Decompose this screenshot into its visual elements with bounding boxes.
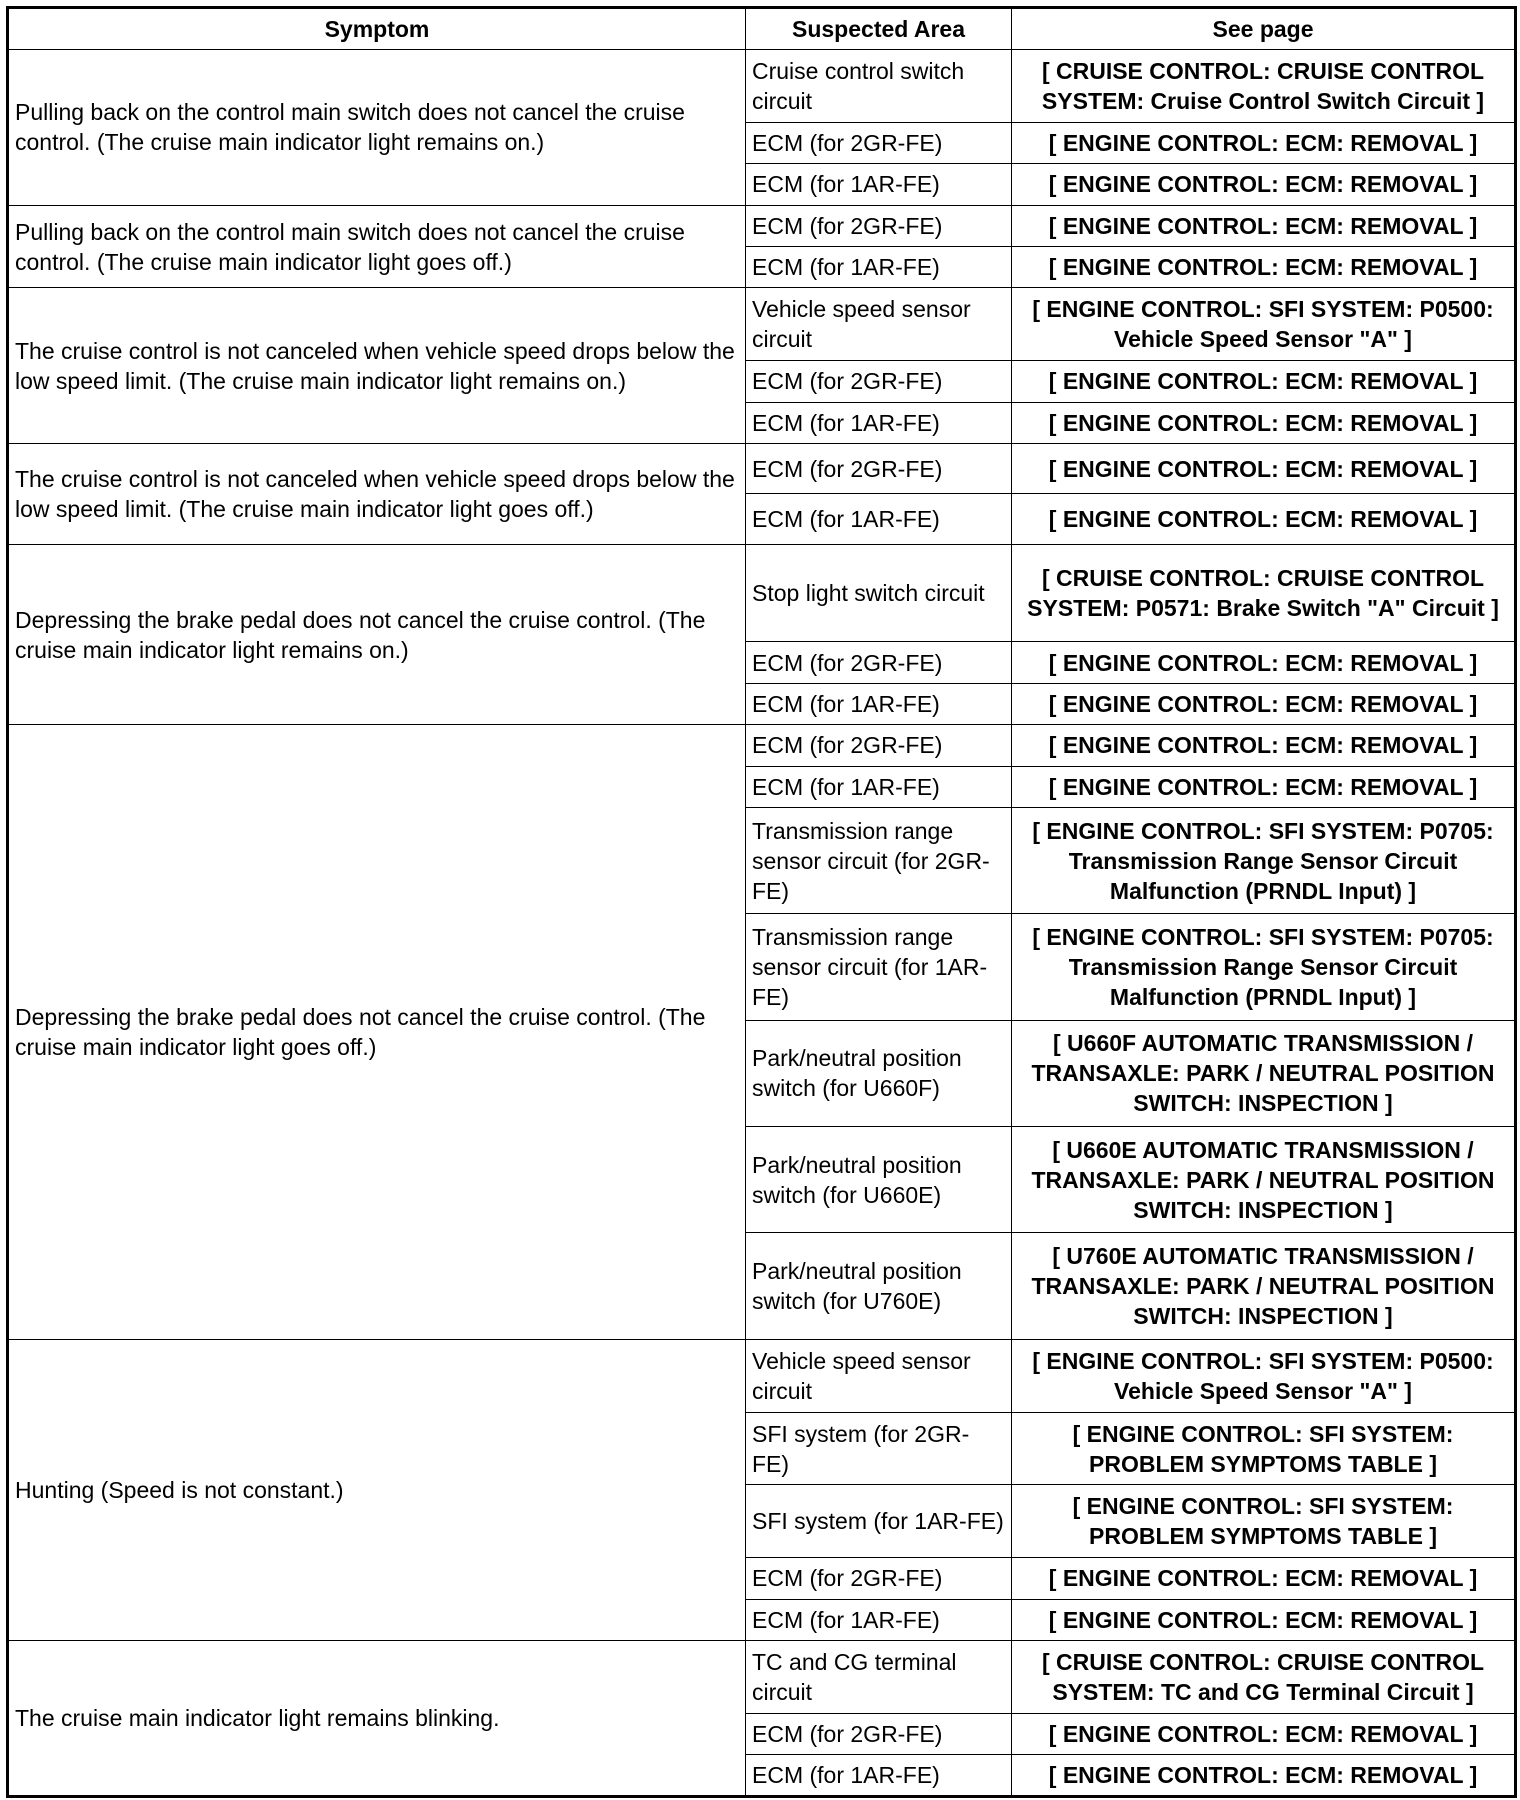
suspected-area-cell: ECM (for 1AR-FE) (746, 683, 1012, 724)
symptom-cell: Depressing the brake pedal does not cancel the cruise control. (The cruise main indicator light goes off.) (8, 725, 746, 1340)
symptom-cell: The cruise control is not canceled when vehicle speed drops below the low speed limit. (The cruise main indicator light remains on.) (8, 288, 746, 444)
see-page-link[interactable]: [ ENGINE CONTROL: ECM: REMOVAL ] (1012, 683, 1516, 724)
suspected-area-cell: Vehicle speed sensor circuit (746, 1339, 1012, 1412)
table-row (8, 288, 1516, 361)
suspected-area-cell: ECM (for 1AR-FE) (746, 402, 1012, 443)
symptom-cell: Pulling back on the control main switch does not cancel the cruise control. (The cruise main indicator light goes off.) (8, 205, 746, 288)
suspected-area-cell: Stop light switch circuit (746, 544, 1012, 641)
see-page-link[interactable]: [ ENGINE CONTROL: ECM: REMOVAL ] (1012, 122, 1516, 163)
table-row (8, 205, 1516, 246)
header-suspected-area: Suspected Area (746, 8, 1012, 50)
suspected-area-cell: Cruise control switch circuit (746, 50, 1012, 123)
see-page-link[interactable]: [ ENGINE CONTROL: ECM: REMOVAL ] (1012, 444, 1516, 494)
suspected-area-cell: ECM (for 1AR-FE) (746, 164, 1012, 205)
table-body (8, 50, 1516, 1797)
see-page-link[interactable]: [ ENGINE CONTROL: ECM: REMOVAL ] (1012, 642, 1516, 683)
table-row (8, 444, 1516, 494)
see-page-link[interactable]: [ ENGINE CONTROL: SFI SYSTEM: P0705: Transmission Range Sensor Circuit Malfunction (PRNDL Input) ] (1012, 807, 1516, 913)
see-page-link[interactable]: [ ENGINE CONTROL: ECM: REMOVAL ] (1012, 361, 1516, 402)
see-page-link[interactable]: [ ENGINE CONTROL: SFI SYSTEM: P0705: Transmission Range Sensor Circuit Malfunction (PRNDL Input) ] (1012, 914, 1516, 1020)
see-page-link[interactable]: [ ENGINE CONTROL: ECM: REMOVAL ] (1012, 1713, 1516, 1754)
suspected-area-cell: ECM (for 2GR-FE) (746, 205, 1012, 246)
symptom-cell: Depressing the brake pedal does not cancel the cruise control. (The cruise main indicator light remains on.) (8, 544, 746, 724)
suspected-area-cell: ECM (for 2GR-FE) (746, 361, 1012, 402)
suspected-area-cell: Vehicle speed sensor circuit (746, 288, 1012, 361)
see-page-link[interactable]: [ ENGINE CONTROL: ECM: REMOVAL ] (1012, 402, 1516, 443)
see-page-link[interactable]: [ ENGINE CONTROL: ECM: REMOVAL ] (1012, 205, 1516, 246)
suspected-area-cell: Park/neutral position switch (for U660E) (746, 1127, 1012, 1233)
see-page-link[interactable]: [ U660F AUTOMATIC TRANSMISSION / TRANSAXLE: PARK / NEUTRAL POSITION SWITCH: INSPECTION ] (1012, 1020, 1516, 1126)
see-page-link[interactable]: [ ENGINE CONTROL: SFI SYSTEM: P0500: Vehicle Speed Sensor "A" ] (1012, 288, 1516, 361)
suspected-area-cell: ECM (for 2GR-FE) (746, 444, 1012, 494)
suspected-area-cell: ECM (for 2GR-FE) (746, 642, 1012, 683)
see-page-link[interactable]: [ ENGINE CONTROL: ECM: REMOVAL ] (1012, 247, 1516, 288)
see-page-link[interactable]: [ ENGINE CONTROL: ECM: REMOVAL ] (1012, 725, 1516, 766)
suspected-area-cell: SFI system (for 2GR-FE) (746, 1412, 1012, 1485)
symptom-cell: Hunting (Speed is not constant.) (8, 1339, 746, 1640)
table-row (8, 1641, 1516, 1714)
suspected-area-cell: Park/neutral position switch (for U660F) (746, 1020, 1012, 1126)
see-page-link[interactable]: [ ENGINE CONTROL: ECM: REMOVAL ] (1012, 164, 1516, 205)
see-page-link[interactable]: [ ENGINE CONTROL: ECM: REMOVAL ] (1012, 1755, 1516, 1797)
suspected-area-cell: ECM (for 2GR-FE) (746, 1558, 1012, 1599)
see-page-link[interactable]: [ ENGINE CONTROL: SFI SYSTEM: PROBLEM SYMPTOMS TABLE ] (1012, 1485, 1516, 1558)
see-page-link[interactable]: [ ENGINE CONTROL: ECM: REMOVAL ] (1012, 766, 1516, 807)
see-page-link[interactable]: [ U660E AUTOMATIC TRANSMISSION / TRANSAXLE: PARK / NEUTRAL POSITION SWITCH: INSPECTION ] (1012, 1127, 1516, 1233)
suspected-area-cell: ECM (for 2GR-FE) (746, 122, 1012, 163)
suspected-area-cell: Park/neutral position switch (for U760E) (746, 1233, 1012, 1339)
problem-symptoms-table (6, 6, 1517, 1798)
symptom-cell: Pulling back on the control main switch does not cancel the cruise control. (The cruise main indicator light remains on.) (8, 50, 746, 206)
see-page-link[interactable]: [ U760E AUTOMATIC TRANSMISSION / TRANSAXLE: PARK / NEUTRAL POSITION SWITCH: INSPECTION ] (1012, 1233, 1516, 1339)
see-page-link[interactable]: [ ENGINE CONTROL: SFI SYSTEM: PROBLEM SYMPTOMS TABLE ] (1012, 1412, 1516, 1485)
header-see-page: See page (1012, 8, 1516, 50)
suspected-area-cell: ECM (for 2GR-FE) (746, 725, 1012, 766)
see-page-link[interactable]: [ CRUISE CONTROL: CRUISE CONTROL SYSTEM: TC and CG Terminal Circuit ] (1012, 1641, 1516, 1714)
see-page-link[interactable]: [ CRUISE CONTROL: CRUISE CONTROL SYSTEM: P0571: Brake Switch "A" Circuit ] (1012, 544, 1516, 641)
suspected-area-cell: ECM (for 1AR-FE) (746, 494, 1012, 544)
see-page-link[interactable]: [ ENGINE CONTROL: ECM: REMOVAL ] (1012, 1599, 1516, 1640)
suspected-area-cell: SFI system (for 1AR-FE) (746, 1485, 1012, 1558)
see-page-link[interactable]: [ ENGINE CONTROL: SFI SYSTEM: P0500: Vehicle Speed Sensor "A" ] (1012, 1339, 1516, 1412)
header-symptom: Symptom (8, 8, 746, 50)
suspected-area-cell: ECM (for 1AR-FE) (746, 1755, 1012, 1797)
suspected-area-cell: TC and CG terminal circuit (746, 1641, 1012, 1714)
suspected-area-cell: ECM (for 1AR-FE) (746, 247, 1012, 288)
suspected-area-cell: Transmission range sensor circuit (for 1AR-FE) (746, 914, 1012, 1020)
see-page-link[interactable]: [ ENGINE CONTROL: ECM: REMOVAL ] (1012, 1558, 1516, 1599)
suspected-area-cell: Transmission range sensor circuit (for 2GR-FE) (746, 807, 1012, 913)
suspected-area-cell: ECM (for 2GR-FE) (746, 1713, 1012, 1754)
see-page-link[interactable]: [ CRUISE CONTROL: CRUISE CONTROL SYSTEM: Cruise Control Switch Circuit ] (1012, 50, 1516, 123)
table-row (8, 544, 1516, 641)
suspected-area-cell: ECM (for 1AR-FE) (746, 1599, 1012, 1640)
symptom-cell: The cruise main indicator light remains blinking. (8, 1641, 746, 1797)
table-header-row (8, 8, 1516, 50)
symptom-cell: The cruise control is not canceled when vehicle speed drops below the low speed limit. (The cruise main indicator light goes off.) (8, 444, 746, 545)
table-row (8, 1339, 1516, 1412)
table-row (8, 50, 1516, 123)
see-page-link[interactable]: [ ENGINE CONTROL: ECM: REMOVAL ] (1012, 494, 1516, 544)
suspected-area-cell: ECM (for 1AR-FE) (746, 766, 1012, 807)
table-row (8, 725, 1516, 766)
